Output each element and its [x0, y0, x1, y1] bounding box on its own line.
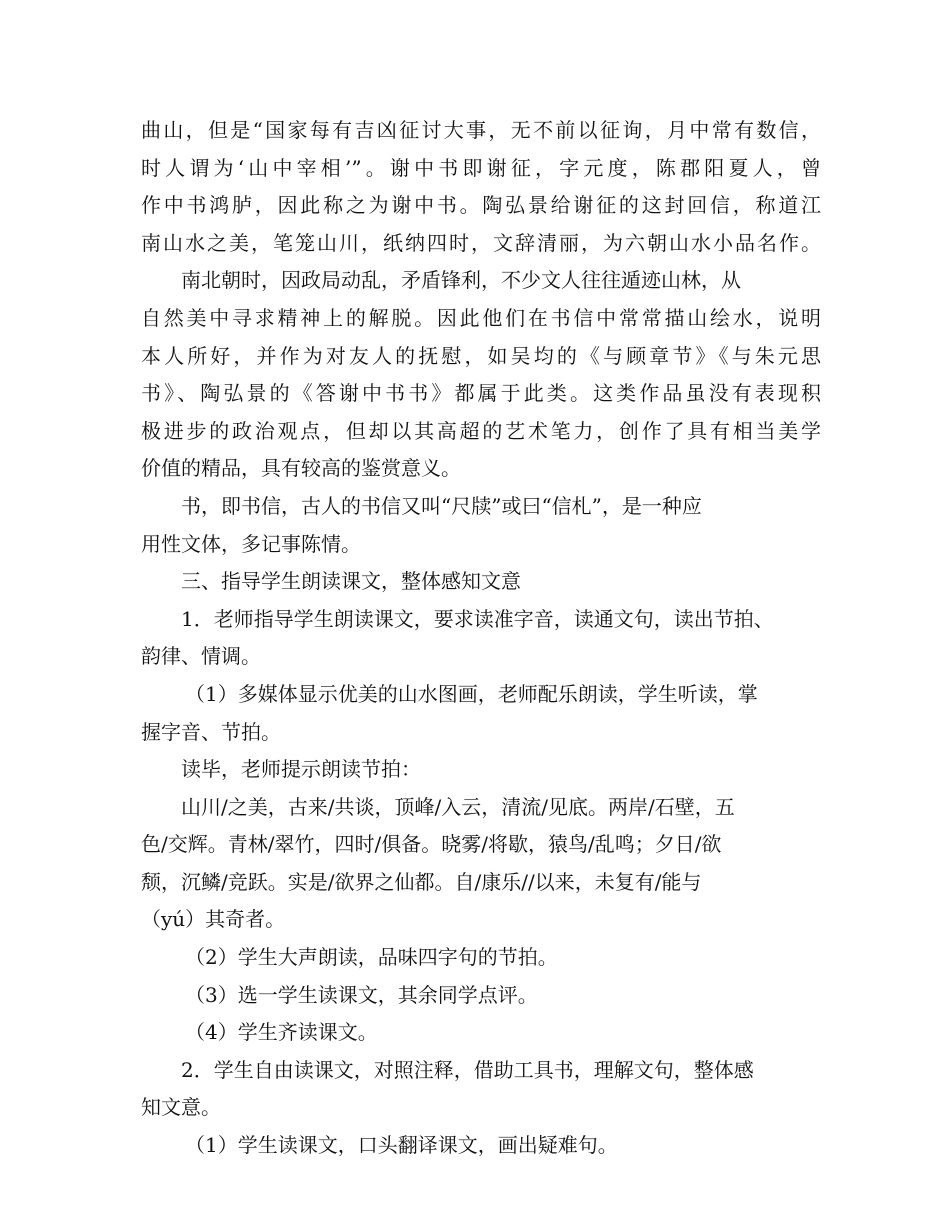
paragraph-start-line: （2）学生大声朗读，品味四字句的节拍。 — [185, 945, 558, 970]
text-line: 时人谓为‘山中宰相’”。谢中书即谢征，字元度，陈郡阳夏人，曾 — [141, 155, 821, 180]
paragraph-start-line: 读毕，老师提示朗读节拍： — [181, 757, 421, 782]
text-line: 书》、陶弘景的《答谢中书书》都属于此类。这类作品虽没有表现积 — [141, 381, 821, 406]
text-line: 韵律、情调。 — [141, 644, 261, 669]
paragraph-start-line: （3）选一学生读课文，其余同学点评。 — [185, 982, 538, 1007]
document-body — [141, 112, 821, 1165]
text-line: 用性文体，多记事陈情。 — [141, 531, 361, 556]
paragraph-start-line: （4）学生齐读课文。 — [185, 1020, 378, 1045]
text-line: 握字音、节拍。 — [141, 719, 281, 744]
text-line: 本人所好，并作为对友人的抚慰，如吴均的《与顾章节》《与朱元思 — [141, 343, 821, 368]
paragraph-start-line: 2．学生自由读课文，对照注释，借助工具书，理解文句，整体感 — [181, 1057, 754, 1082]
text-line: 南山水之美，笔笼山川，纸纳四时，文辞清丽，为六朝山水小品名作。 — [141, 230, 821, 255]
paragraph-start-line: 南北朝时，因政局动乱，矛盾锋利，不少文人往往遁迹山林，从 — [181, 268, 741, 293]
text-line: 价值的精品，具有较高的鉴赏意义。 — [141, 456, 461, 481]
text-line: 自然美中寻求精神上的解脱。因此他们在书信中常常描山绘水，说明 — [141, 305, 821, 330]
text-line: 极进步的政治观点，但却以其高超的艺术笔力，创作了具有相当美学 — [141, 418, 821, 443]
text-line: 色/交辉。青林/翠竹，四时/俱备。晓雾/将歇，猿鸟/乱鸣；夕日/欲 — [141, 832, 722, 857]
text-line: 颓，沉鳞/竞跃。实是/欲界之仙都。自/康乐//以来，未复有/能与 — [141, 869, 702, 894]
section-heading: 三、指导学生朗读课文，整体感知文意 — [181, 569, 521, 594]
paragraph-start-line: （1）多媒体显示优美的山水图画，老师配乐朗读，学生听读，掌 — [185, 681, 758, 706]
text-line: 作中书鸿胪，因此称之为谢中书。陶弘景给谢征的这封回信，称道江 — [141, 193, 821, 218]
paragraph-start-line: 书，即书信，古人的书信又叫“尺牍”或曰“信札”，是一种应 — [181, 493, 702, 518]
paragraph-start-line: 1．老师指导学生朗读课文，要求读准字音，读通文句，读出节拍、 — [181, 606, 774, 631]
text-line: （yú）其奇者。 — [141, 907, 286, 932]
text-line: 曲山，但是“国家每有吉凶征讨大事，无不前以征询，月中常有数信， — [141, 118, 821, 142]
paragraph-start-line: （1）学生读课文，口头翻译课文，画出疑难句。 — [185, 1133, 618, 1158]
text-line: 知文意。 — [141, 1095, 221, 1120]
paragraph-start-line: 山川/之美，古来/共谈，顶峰/入云，清流/见底。两岸/石壁，五 — [181, 794, 735, 819]
